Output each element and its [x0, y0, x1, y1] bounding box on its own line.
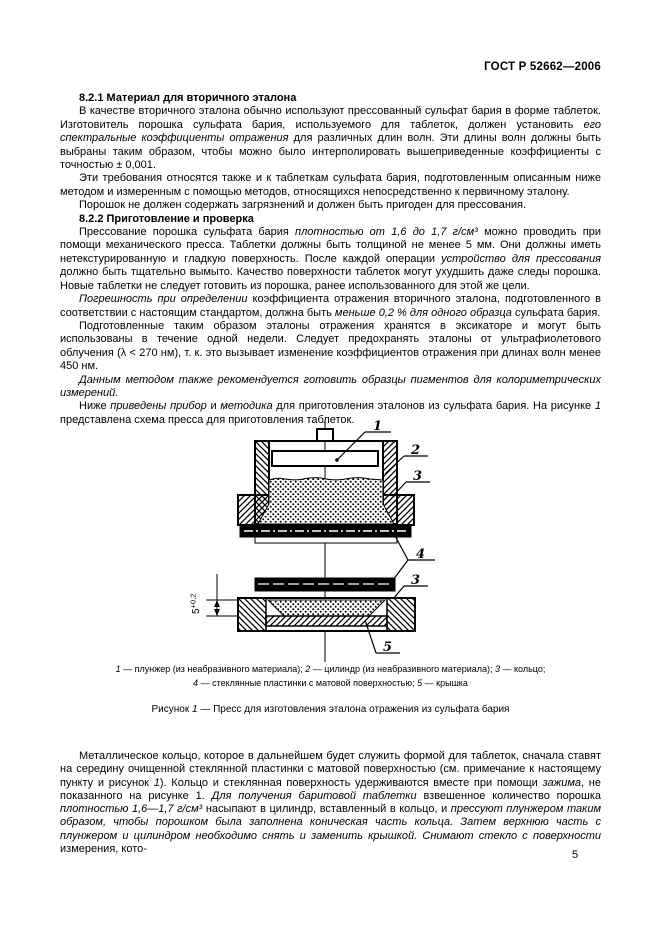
- body-text-bottom: [60, 750, 601, 856]
- figure-label-3-top: 3: [413, 469, 423, 484]
- leader-1-arrow: [335, 458, 339, 462]
- page-number: 5: [572, 849, 579, 861]
- figure-legend: [0, 663, 661, 690]
- paragraph-storage: Подготовленные таким образом эталоны отражения хранятся в эксикаторе и могут быть использованы в течение одной недели. Следует предохранять эталоны от ультрафиолетового облучения (λ < 270 нм), т. к. это вызывает изменение коэффициентов отражения при длинах волн менее 450 нм.: [60, 319, 601, 373]
- powder-fill: [258, 478, 394, 524]
- lid-section: [266, 616, 387, 626]
- figure-label-4: 4: [416, 547, 426, 562]
- press-diagram-svg: [172, 418, 507, 673]
- paragraph-pigments-note: Данным методом также рекомендуется готовить образцы пигментов для колориметрических измерений.: [60, 373, 601, 399]
- figure-caption: Рисунок 1 — Пресс для изготовления эталона отражения из сульфата бария: [151, 704, 510, 715]
- heading-8-2-1: 8.2.1 Материал для вторичного эталона: [79, 92, 297, 104]
- dimension-text: [189, 594, 203, 614]
- figure-label-1: 1: [373, 419, 383, 434]
- paragraph-error-limit: Погрешность при определении коэффициента отражения вторичного эталона, подготовленного в соответствии с настоящим стандартом, должна быть меньше 0,2 % для одного образца сульфата бария.: [60, 293, 602, 319]
- body-text-top: [60, 92, 601, 427]
- plunger-stem: [317, 429, 333, 441]
- doc-code: ГОСТ Р 52662—2006: [484, 61, 601, 73]
- heading-8-2-2: 8.2.2 Приготовление и проверка: [79, 212, 254, 225]
- paragraph-powder-purity: Порошок не должен содержать загрязнений и должен быть пригоден для прессования.: [79, 199, 527, 212]
- tablet-fill: [268, 600, 385, 616]
- figure-legend-line-1: 1 — плунжер (из неабразивного материала); 2 — цилиндр (из неабразивного материала); 3 — кольцо;: [115, 664, 546, 674]
- figure-label-2: 2: [411, 443, 421, 458]
- svg-text:5+0,2: $5^{+0,2}$: [188, 593, 202, 614]
- figure-label-5: 5: [383, 640, 393, 655]
- paragraph-ring-procedure: Металлическое кольцо, которое в дальнейшем будет служить формой для таблеток, сначала ставят на середину очищенной стеклянной пластинки с матовой поверхностью (см. примечание к настоящему пункту и рисунок 1). Кольцо и стеклянная поверхность удерживаются вместе при помощи зажима, не показанного на рисунке 1. Для получения баритовой таблетки взвешенное количество порошка плотностью 1,6—1,7 г/см³ насыпают в цилиндр, вставленный в кольцо, и прессуют плунжером таким образом, чтобы порошком была заполнена коническая часть кольца. Затем верхнюю часть с плунжером и цилиндром необходимо снять и заменить крышкой. Снимают стекло с поверхности измерения, кото-: [60, 750, 602, 856]
- dimension-tablet-thickness: [206, 574, 238, 616]
- figure-legend-line-2: 4 — стеклянные пластинки с матовой поверхностью; 5 — крышка: [193, 677, 468, 688]
- figure-label-3-bottom: 3: [411, 573, 421, 588]
- paragraph-figure-intro: Ниже приведены прибор и методика для приготовления эталонов из сульфата бария. На рисунке 1 представлена схема пресса для приготовления таблеток.: [60, 400, 601, 426]
- ring-bottom-left: [238, 598, 266, 631]
- paragraph-requirements: Эти требования относятся также и к таблеткам сульфата бария, подготовленным описанным ниже методом и измеренным с помощью методов, относящихся непосредственно к первичному эталону.: [60, 172, 601, 198]
- plunger-disc: [272, 451, 378, 466]
- paragraph-material-intro: В качестве вторичного эталона обычно используют прессованный сульфат бария в форме таблеток. Изготовитель порошка сульфата бария, используемого для таблеток, должен установить его спектральные коэффициенты отражения для различных длин волн. Эти длины волн должны быть выбраны таким образом, чтобы можно было интерполировать вышеприведенные коэффициенты с точностью ± 0,001.: [60, 105, 601, 172]
- paragraph-pressing: Прессование порошка сульфата бария плотностью от 1,6 до 1,7 г/см³ можно проводить при помощи механического пресса. Таблетки должны быть толщиной не менее 5 мм. Они должны иметь нетекстурированную и гладкую поверхность. После каждой операции устройство для прессования должно быть тщательно вымыто. Качество поверхности таблеток могут ухудшить даже следы порошка. Новые таблетки не следует готовить из порошка, ранее использованного для этой же цели.: [60, 226, 601, 292]
- glass-plate-top-second: [255, 537, 397, 543]
- ring-bottom-right: [387, 598, 415, 631]
- figure-diagram: [172, 418, 507, 668]
